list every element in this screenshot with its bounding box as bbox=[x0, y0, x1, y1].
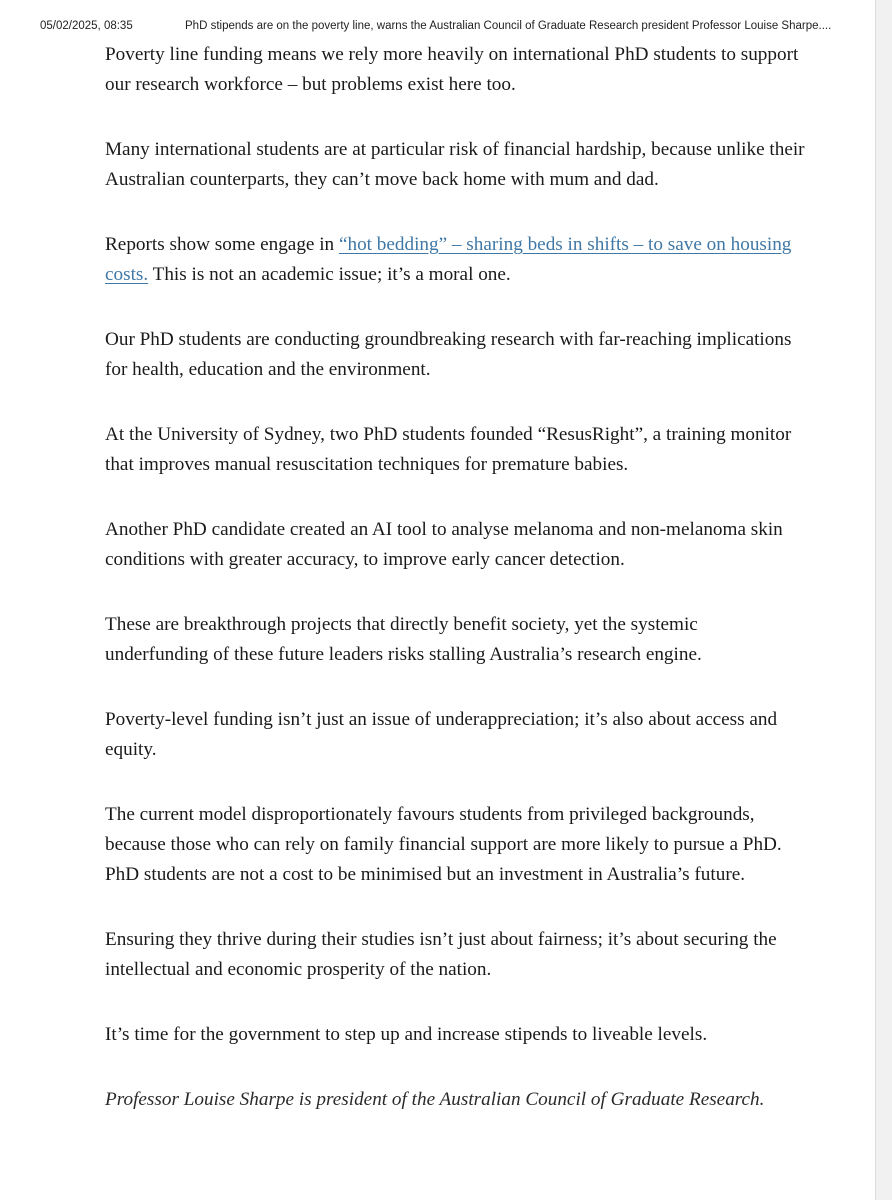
paragraph-resusright: At the University of Sydney, two PhD students founded “ResusRight”, a training monitor that improves manual resuscitation techniques for premature babies. bbox=[105, 424, 792, 475]
paragraph-hot-bedding-tail: This is not an academic issue; it’s a moral one. bbox=[148, 264, 511, 285]
paragraph-current-model: The current model disproportionately favours students from privileged backgrounds, because those who can rely on family financial support are more likely to pursue a PhD. PhD students are not a cost to be minimised but an investment in Australia’s future. bbox=[105, 804, 782, 885]
print-page-title: PhD stipends are on the poverty line, warns the Australian Council of Graduate Research president Professor Louise Sharpe.... bbox=[185, 20, 832, 32]
article-body bbox=[105, 40, 805, 1150]
paragraph-ai-tool: Another PhD candidate created an AI tool to analyse melanoma and non-melanoma skin conditions with greater accuracy, to improve early cancer detection. bbox=[105, 519, 783, 570]
paragraph-breakthrough-projects: These are breakthrough projects that directly benefit society, yet the systemic underfunding of these future leaders risks stalling Australia’s research engine. bbox=[105, 614, 702, 665]
page-edge bbox=[875, 0, 892, 1200]
hot-bedding-link[interactable]: “hot bedding” – sharing beds in shifts – to save on housing costs. bbox=[105, 234, 792, 285]
paragraph-fairness: Ensuring they thrive during their studies isn’t just about fairness; it’s about securing the intellectual and economic prosperity of the nation. bbox=[105, 929, 777, 980]
paragraph-access-equity: Poverty-level funding isn’t just an issue of underappreciation; it’s also about access and equity. bbox=[105, 709, 778, 760]
paragraph-international-students: Poverty line funding means we rely more heavily on international PhD students to support our research workforce – but problems exist here too. bbox=[105, 44, 799, 95]
print-header bbox=[40, 20, 850, 36]
author-byline: Professor Louise Sharpe is president of the Australian Council of Graduate Research. bbox=[105, 1089, 765, 1110]
paragraph-hot-bedding bbox=[105, 230, 805, 290]
print-datetime: 05/02/2025, 08:35 bbox=[40, 20, 133, 32]
paragraph-call-to-action: It’s time for the government to step up and increase stipends to liveable levels. bbox=[105, 1024, 708, 1045]
paragraph-hot-bedding-lead: Reports show some engage in bbox=[105, 234, 339, 255]
paragraph-financial-hardship: Many international students are at particular risk of financial hardship, because unlike their Australian counterparts, they can’t move back home with mum and dad. bbox=[105, 139, 805, 190]
paragraph-groundbreaking-research: Our PhD students are conducting groundbreaking research with far-reaching implications for health, education and the environment. bbox=[105, 329, 792, 380]
